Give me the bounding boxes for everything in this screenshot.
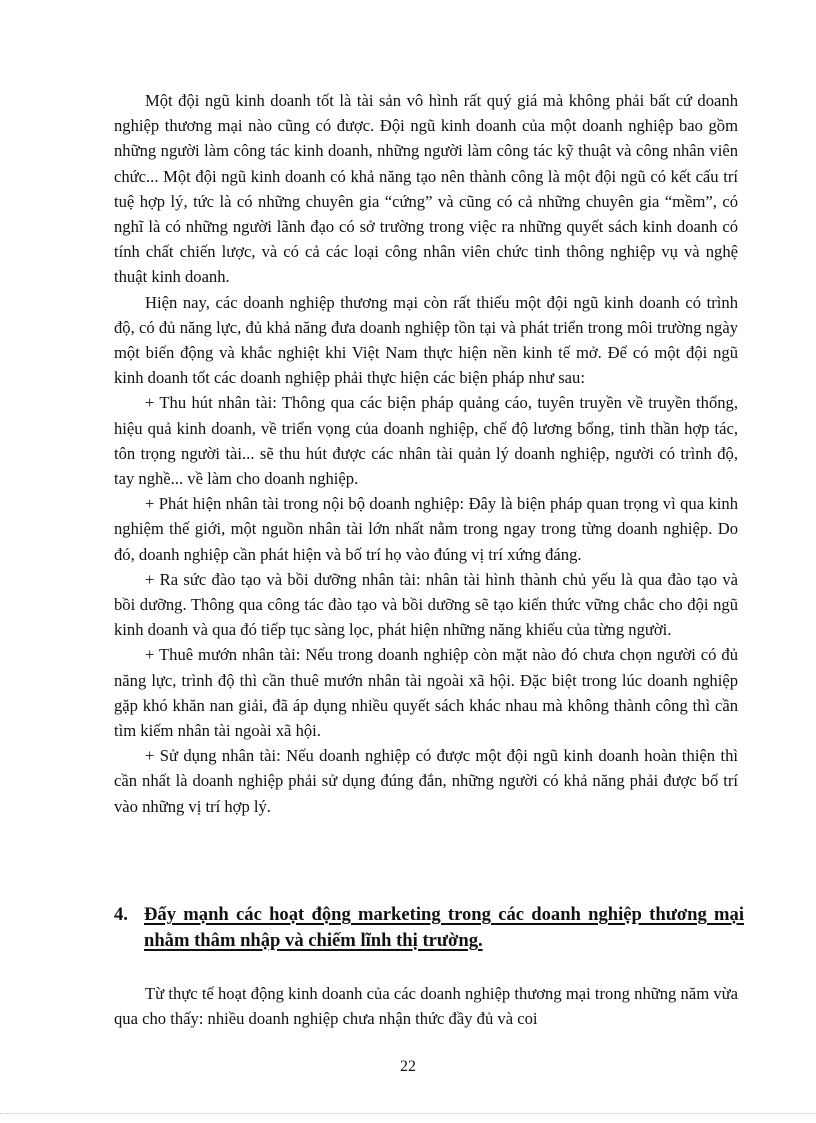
paragraph-discover-talent: + Phát hiện nhân tài trong nội bộ doanh nghiệp: Đây là biện pháp quan trọng vì qua kinh nghiệm thế giới, một nguồn nhân tài lớn nhất nằm trong ngay trong từng doanh nghiệp. Do đó, doanh nghiệp cần phát hiện và bố trí họ vào đúng vị trí xứng đáng. (114, 494, 738, 564)
paragraph-attract-talent: + Thu hút nhân tài: Thông qua các biện pháp quảng cáo, tuyên truyền về truyền thống, hiệu quả kinh doanh, về triển vọng của doanh nghiệp, chế độ lương bổng, tinh thần hợp tác, tôn trọng người tài... sẽ thu hút được các nhân tài quản lý doanh nghiệp, người có trình độ, tay nghề... về làm cho doanh nghiệp. (114, 393, 738, 489)
paragraph-hire-talent: + Thuê mướn nhân tài: Nếu trong doanh nghiệp còn mặt nào đó chưa chọn người có đủ năng lực, trình độ thì cần thuê mướn nhân tài ngoài xã hội. Đặc biệt trong lúc doanh nghiệp gặp khó khăn nan giải, đã áp dụng nhiều quyết sách khác nhau mà không thành công thì cần tìm kiếm nhân tài ngoài xã hội. (114, 645, 738, 741)
paragraph-team-value: Một đội ngũ kinh doanh tốt là tài sản vô hình rất quý giá mà không phải bất cứ doanh nghiệp thương mại nào cũng có được. Đội ngũ kinh doanh của một doanh nghiệp bao gồm những người làm công tác kinh doanh, những người làm công tác kỹ thuật và công nhân viên chức... Một đội ngũ kinh doanh có khả năng tạo nên thành công là một đội ngũ có kết cấu trí tuệ hợp lý, tức là có những chuyên gia “cứng” và cũng có cả những chuyên gia “mềm”, có nghĩ là có những người lãnh đạo có sở trường trong việc ra những quyết sách kinh doanh có tính chất chiến lược, và có cả các loại công nhân viên chức tinh thông nghiệp vụ và nghệ thuật kinh doanh. (114, 91, 738, 287)
paragraph-train-talent: + Ra sức đào tạo và bồi dưỡng nhân tài: nhân tài hình thành chủ yếu là qua đào tạo và bồi dưỡng. Thông qua công tác đào tạo và bồi dưỡng sẽ tạo kiến thức vững chắc cho đội ngũ kinh doanh và qua đó tiếp tục sàng lọc, phát hiện những năng khiếu của từng người. (114, 569, 738, 640)
section-title-text: Đẩy mạnh các hoạt động marketing trong các doanh nghiệp thương mại nhằm thâm nhập và chiếm lĩnh thị trường. (144, 904, 744, 951)
body-text (114, 88, 738, 819)
page-number: 22 (400, 1058, 416, 1075)
section-title (114, 902, 744, 954)
section-heading (114, 902, 744, 954)
section-body (114, 981, 738, 1031)
section-number: 4. (114, 904, 128, 925)
page-bottom-divider (0, 1113, 816, 1114)
paragraph-use-talent: + Sử dụng nhân tài: Nếu doanh nghiệp có được một đội ngũ kinh doanh hoàn thiện thì cần nhất là doanh nghiệp phải sử dụng đúng đắn, những người có khả năng phải được bố trí vào những vị trí hợp lý. (114, 746, 738, 816)
paragraph-current-situation: Hiện nay, các doanh nghiệp thương mại còn rất thiếu một đội ngũ kinh doanh có trình độ, có đủ năng lực, đủ khả năng đưa doanh nghiệp tồn tại và phát triển trong môi trường ngày một biến động và khắc nghiệt khi Việt Nam thực hiện nền kinh tế mở. Để có một đội ngũ kinh doanh tốt các doanh nghiệp phải thực hiện các biện pháp như sau: (114, 292, 738, 388)
paragraph-marketing-intro: Từ thực tế hoạt động kinh doanh của các doanh nghiệp thương mại trong những năm vừa qua cho thấy: nhiều doanh nghiệp chưa nhận thức đầy đủ và coi (114, 984, 738, 1029)
